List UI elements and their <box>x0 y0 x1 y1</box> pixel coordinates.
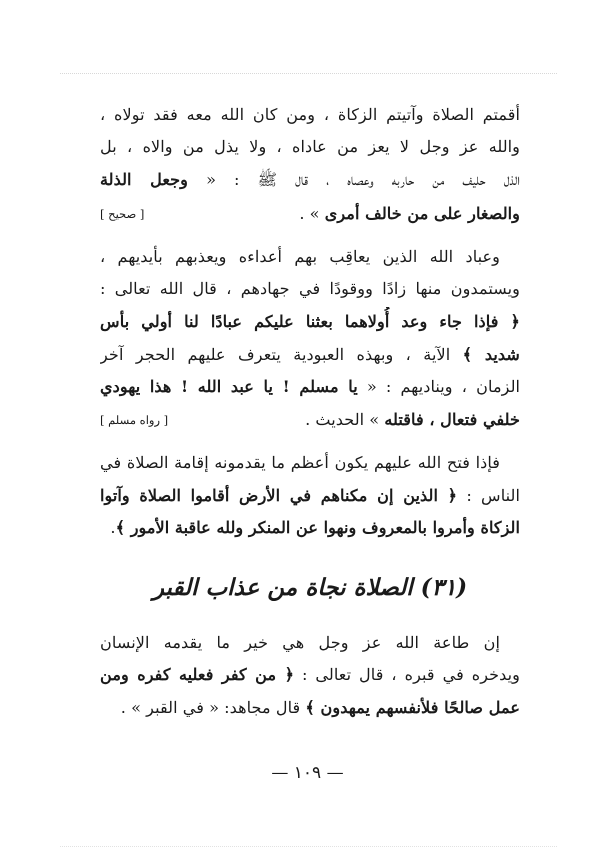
quran-verse: ﴿ الذين إن مكناهم في الأرض أقاموا الصلاة وآتوا <box>100 486 458 505</box>
line-text: والله عز وجل لا يعز من عاداه ، ولا يذل من والاه ، بل <box>100 137 520 156</box>
line-text: الذل حليف من حاربه وعصاه ، قال ﷺ : « <box>188 170 520 189</box>
text-line <box>100 165 520 195</box>
source-note: [ رواه مسلم ] <box>100 413 169 427</box>
line-text: وعباد الله الذين يعاقِب بهم أعداءه ويعذبهم بأيديهم ، <box>100 247 500 266</box>
quran-verse: ﴿ من كفر فعليه كفره ومن <box>100 665 295 684</box>
top-divider <box>60 73 557 74</box>
hadith-quote: وجعل الذلة <box>100 170 188 189</box>
text-line <box>100 628 500 658</box>
text-line <box>100 132 520 162</box>
text-line <box>100 693 520 723</box>
line-text: فإذا فتح الله عليهم يكون أعظم ما يقدمونه إقامة الصلاة في <box>100 453 500 472</box>
text-line <box>100 307 520 337</box>
line-text: قال مجاهد: « في القبر » . <box>120 698 306 717</box>
line-text: الآية ، وبهذه العبودية يتعرف عليهم الحجر آخر <box>100 345 463 364</box>
text-line <box>100 274 520 304</box>
line-text: الزمان ، ويناديهم : « <box>357 377 520 396</box>
text-line <box>100 242 500 272</box>
text-line <box>100 448 500 478</box>
line-text: » . <box>299 204 325 223</box>
text-line <box>100 513 520 543</box>
quran-verse: عمل صالحًا فلأنفسهم يمهدون ﴾ <box>305 698 520 717</box>
line-text: . <box>110 518 116 537</box>
text-line <box>100 340 520 370</box>
text-line <box>100 100 520 130</box>
quran-verse: شديد ﴾ <box>462 345 520 364</box>
line-text: أقمتم الصلاة وآتيتم الزكاة ، ومن كان الله معه فقد تولاه ، <box>100 105 520 124</box>
line-text: ويستمدون منها زادًا ووقودًا في جهادهم ، قال الله تعالى : <box>100 279 520 298</box>
source-note: [ صحيح ] <box>100 207 145 221</box>
line-text: ويدخره في قبره ، قال تعالى : <box>294 665 520 684</box>
hadith-quote: يا مسلم ! يا عبد الله ! هذا يهودي <box>100 377 358 396</box>
page-number: — ١٠٩ — <box>271 763 344 783</box>
section-heading: (٣١) الصلاة نجاة من عذاب القبر <box>152 574 468 601</box>
hadith-quote: والصغار على من خالف أمرى <box>324 204 520 223</box>
quran-verse: ﴿ فإذا جاء وعد أُولاهما بعثنا عليكم عبادًا لنا أولي بأس <box>100 312 520 331</box>
text-line <box>100 660 520 690</box>
text-line <box>100 199 520 229</box>
text-line <box>100 405 520 435</box>
quran-verse: الزكاة وأمروا بالمعروف ونهوا عن المنكر ولله عاقبة الأمور ﴾ <box>115 518 520 537</box>
line-text: الناس : <box>457 486 520 505</box>
hadith-quote: خلفي فتعال ، فاقتله <box>384 410 520 429</box>
text-line <box>100 481 520 511</box>
line-text: إن طاعة الله عز وجل هي خير ما يقدمه الإنسان <box>100 633 500 652</box>
line-text: » الحديث . <box>305 410 385 429</box>
bottom-divider <box>60 846 557 847</box>
text-line <box>100 372 520 402</box>
